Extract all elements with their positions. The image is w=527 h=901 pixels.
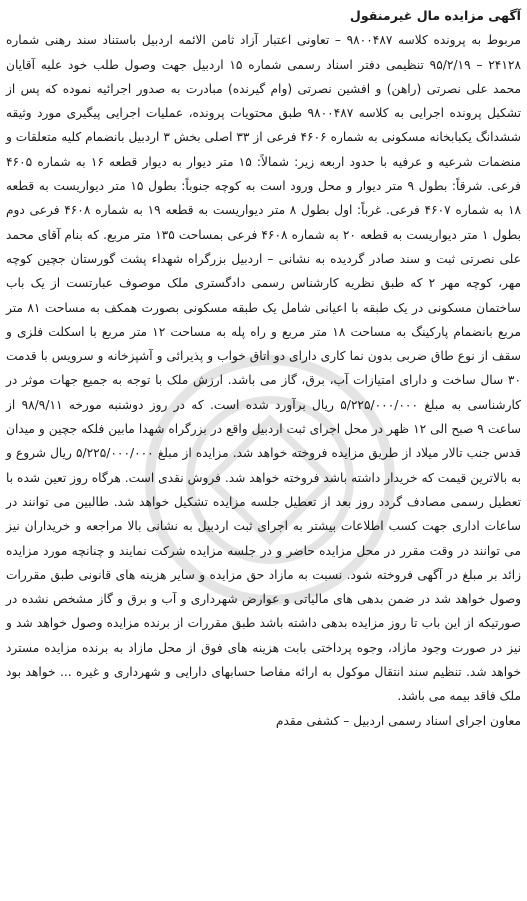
notice-signature: معاون اجرای اسناد رسمی اردبیل – کشفی مقدم	[275, 713, 521, 728]
auction-notice	[6, 4, 521, 897]
notice-title: آگهی مزایده مال غیرمنقول	[349, 8, 521, 23]
notice-body: مربوط به پرونده کلاسه ۹۸۰۰۴۸۷ – تعاونی اعتبار آزاد ثامن الائمه اردبیل باستناد سند رهنی شماره ۲۴۱۲۸ – ۹۵/۲/۱۹ تنظیمی دفتر اسناد رسمی شماره ۱۵ اردبیل جهت وصول طلب خود علیه آقایان محمد علی نصرتی (راهن) و افشین نصرتی (وام گیرنده) مبادرت به صدور اجرائیه نموده که پس از تشکیل پرونده اجرایی به کلاسه ۹۸۰۰۴۸۷ طبق محتویات پرونده، عملیات اجرایی پیگیری مورد وثیقه ششدانگ یکبابخانه مسکونی به شماره ۴۶۰۶ فرعی از ۳۳ اصلی بخش ۳ اردبیل بانضمام کلیه متعلقات و منضمات شرعیه و عرفیه با حدود اربعه زیر: شمالاً: ۱۵ متر دیوار به دیوار قطعه ۱۶ به شماره ۴۶۰۵ فرعی. شرقاً: بطول ۹ متر دیوار و محل ورود است به کوچه جنوباً: بطول ۱۵ متر دیواریست به قطعه ۱۸ به شماره ۴۶۰۷ فرعی. غرباً: اول بطول ۸ متر دیواریست به قطعه ۱۹ به شماره ۴۶۰۸ فرعی دوم بطول ۱ متر دیواریست به قطعه ۲۰ به شماره ۴۶۰۸ فرعی بمساحت ۱۳۵ متر مربع. که بنام آقای محمد علی نصرتی ثبت و سند صادر گردیده به نشانی – اردبیل بزرگراه شهداء پشت گورستان جچین کوچه مهر، کوچه مهر ۲ که طبق نظریه کارشناس رسمی دادگستری ملک موصوف عبارتست از یک باب ساختمان مسکونی در یک طبقه با اعیانی شامل یک طبقه مسکونی بصورت همکف به مساحت ۸۱ متر مربع بانضمام پارکینگ به مساحت ۱۸ متر مربع و راه پله به مساحت ۱۲ متر مربع با اسکلت فلزی و سقف از نوع طاق ضربی بدون نما کاری دارای دو اتاق خواب و پذیرائی و آشپزخانه و سرویس با قدمت ۳۰ سال ساخت و دارای امتیازات آب، برق، گاز می باشد. ارزش ملک با توجه به جمیع جهات موثر در کارشناسی به مبلغ ۵/۲۲۵/۰۰۰/۰۰۰ ریال برآورد شده است. که در روز دوشنبه مورخه ۹۸/۹/۱۱ از ساعت ۹ صبح الی ۱۲ ظهر در محل اجرای ثبت اردبیل واقع در بزرگراه شهدا مابین فلکه جچین و میدان قدس جنب تالار میلاد از طریق مزایده فروخته خواهد شد. مزایده از مبلغ ۵/۲۲۵/۰۰۰/۰۰۰ ریال شروع و به بالاترین قیمت که خریدار داشته باشد فروخته خواهد شد. فروش نقدی است. هرگاه روز تعین شده با تعطیل رسمی مصادف گردد روز بعد از تعطیل جلسه مزایده تشکیل خواهد شد. طالبین می توانند در ساعات اداری جهت کسب اطلاعات بیشتر به اجرای ثبت اردبیل به نشانی بالا مراجعه و خریداران نیز می توانند در وقت مقرر در محل مزایده حاضر و در جلسه مزایده شرکت نمایند و چنانچه مورد مزایده زائد بر مبلغ در آگهی فروخته شود. نسبت به مازاد حق مزایده و سایر هزینه های قانونی طبق مقررات وصول خواهد شد در ضمن بدهی های مالیاتی و عوارض شهرداری و آب و برق و گاز مشخص نشده در صورتیکه از این باب تا روز مزایده بدهی داشته باشد طبق مقررات از برنده مزایده وصول خواهد شد و نیز در صورت وجود مازاد، وجوه پرداختی بابت هزینه های فوق از محل مازاد به برنده مزایده مسترد خواهد شد. تنظیم سند انتقال موکول به ارائه مفاصا حسابهای دارایی و شهرداری و غیره ... خواهد بود ملک فاقد بیمه می باشد.	[6, 33, 522, 704]
